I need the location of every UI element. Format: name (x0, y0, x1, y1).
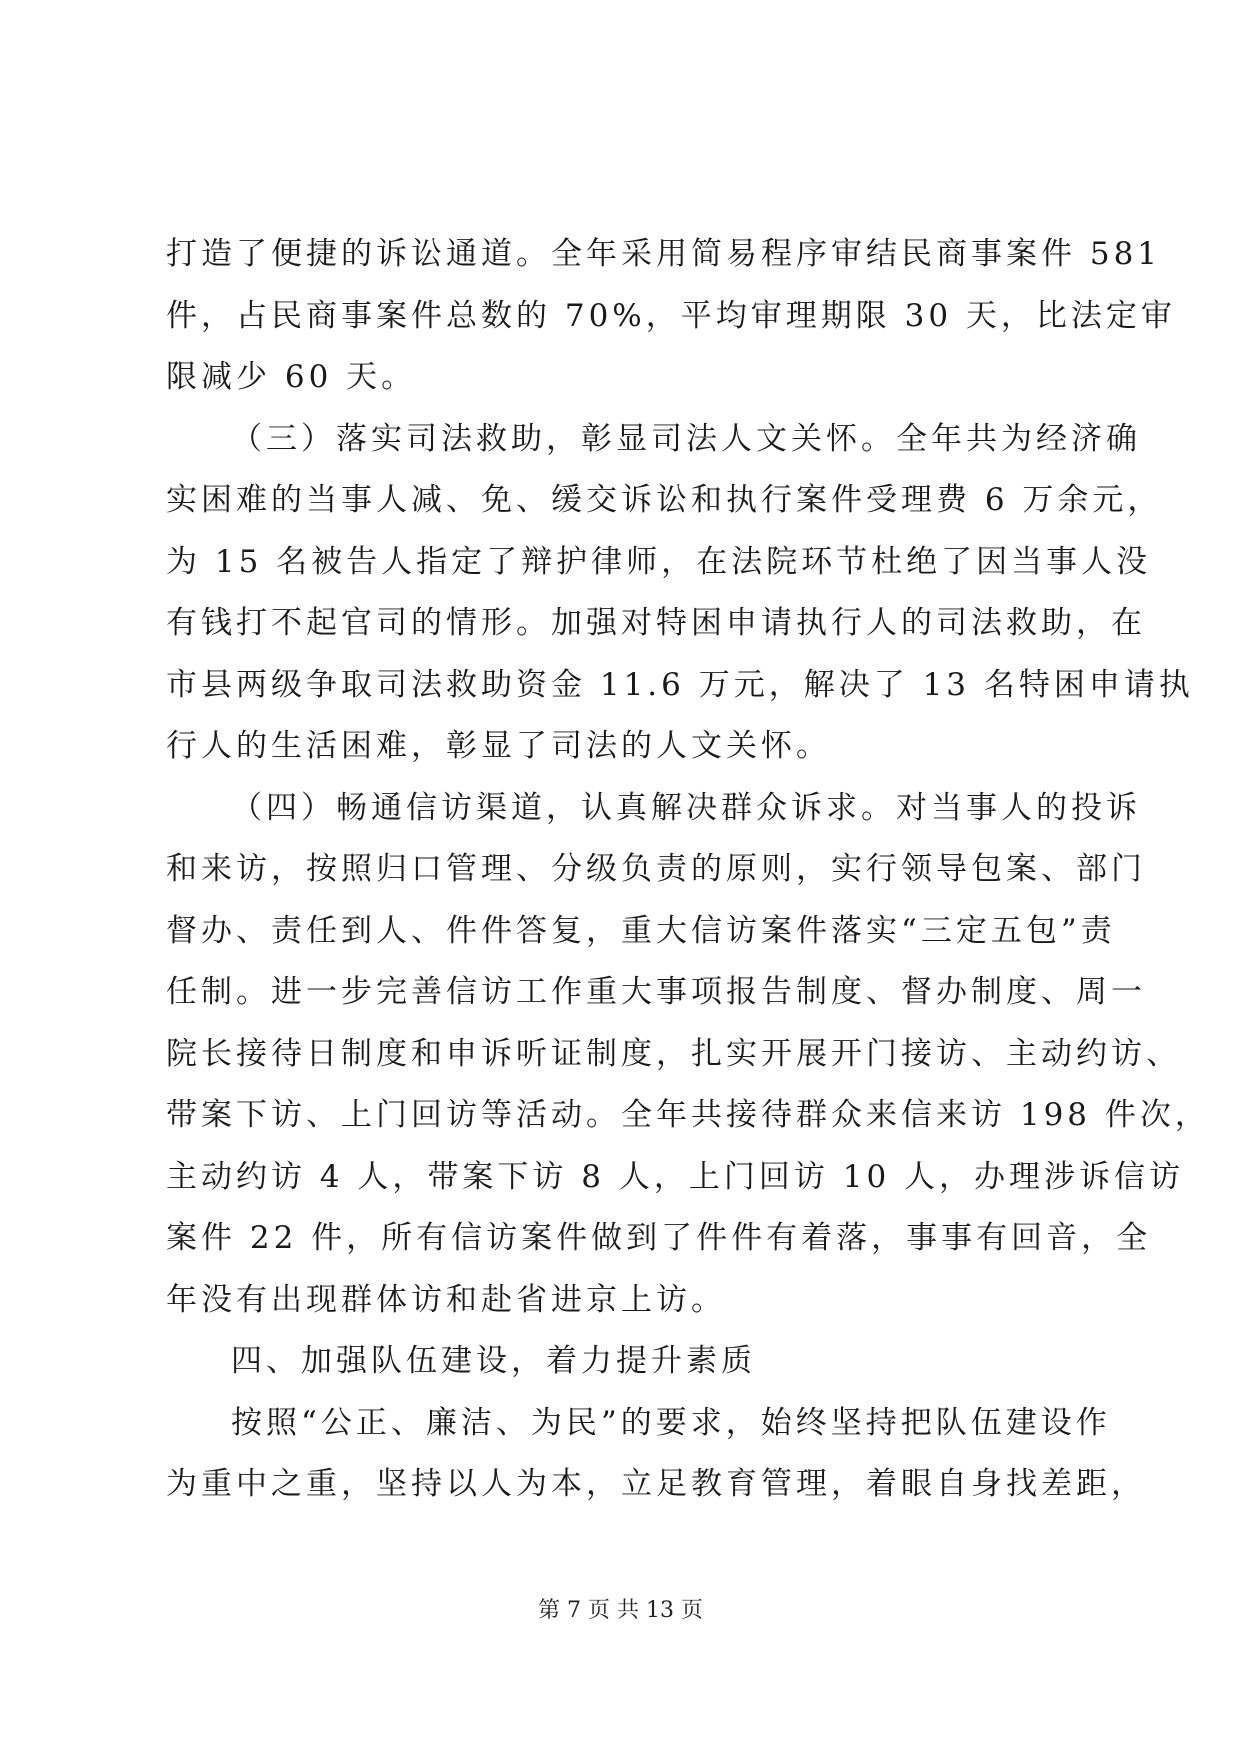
text-line: 任制。进一步完善信访工作重大事项报告制度、督办制度、周一 (166, 974, 1146, 1010)
text-line: 实困难的当事人减、免、缓交诉讼和执行案件受理费 6 万余元， (166, 482, 1163, 518)
text-line: 限减少 60 天。 (166, 359, 417, 395)
text-line: 有钱打不起官司的情形。加强对特困申请执行人的司法救助，在 (166, 605, 1146, 641)
section-heading: 四、加强队伍建设，着力提升素质 (231, 1343, 756, 1379)
text-line: 年没有出现群体访和赴省进京上访。 (166, 1281, 726, 1318)
page-number-footer: 第 7 页 共 13 页 (538, 1598, 703, 1623)
text-line: 主动约访 4 人，带案下访 8 人，上门回访 10 人，办理涉诉信访 (166, 1158, 1185, 1195)
text-line: 督办、责任到人、件件答复，重大信访案件落实“三定五包”责 (166, 912, 1116, 949)
text-line: 带案下访、上门回访等活动。全年共接待群众来信来访 198 件次， (166, 1097, 1210, 1133)
text-line: 为重中之重，坚持以人为本，立足教育管理，着眼自身找差距， (166, 1466, 1146, 1502)
paragraph-start-line: （三）落实司法救助，彰显司法人文关怀。全年共为经济确 (231, 420, 1141, 457)
body-text (166, 224, 1210, 1516)
text-line: 为 15 名被告人指定了辩护律师，在法院环节杜绝了因当事人没 (166, 543, 1152, 580)
text-line: 行人的生活困难，彰显了司法的人文关怀。 (166, 728, 831, 764)
text-line: 打造了便捷的诉讼通道。全年采用简易程序审结民商事案件 581 (166, 236, 1162, 272)
paragraph-start-line: （四）畅通信访渠道，认真解决群众诉求。对当事人的投诉 (231, 789, 1141, 826)
text-line: 件，占民商事案件总数的 70%，平均审理期限 30 天，比法定审 (166, 297, 1176, 334)
text-line: 和来访，按照归口管理、分级负责的原则，实行领导包案、部门 (166, 851, 1146, 887)
text-line: 院长接待日制度和申诉听证制度，扎实开展开门接访、主动约访、 (166, 1035, 1181, 1072)
text-line: 市县两级争取司法救助资金 11.6 万元，解决了 13 名特困申请执 (166, 666, 1194, 703)
text-line: 案件 22 件，所有信访案件做到了件件有着落，事事有回音，全 (166, 1220, 1152, 1256)
paragraph-start-line: 按照“公正、廉洁、为民”的要求，始终坚持把队伍建设作 (231, 1404, 1111, 1441)
